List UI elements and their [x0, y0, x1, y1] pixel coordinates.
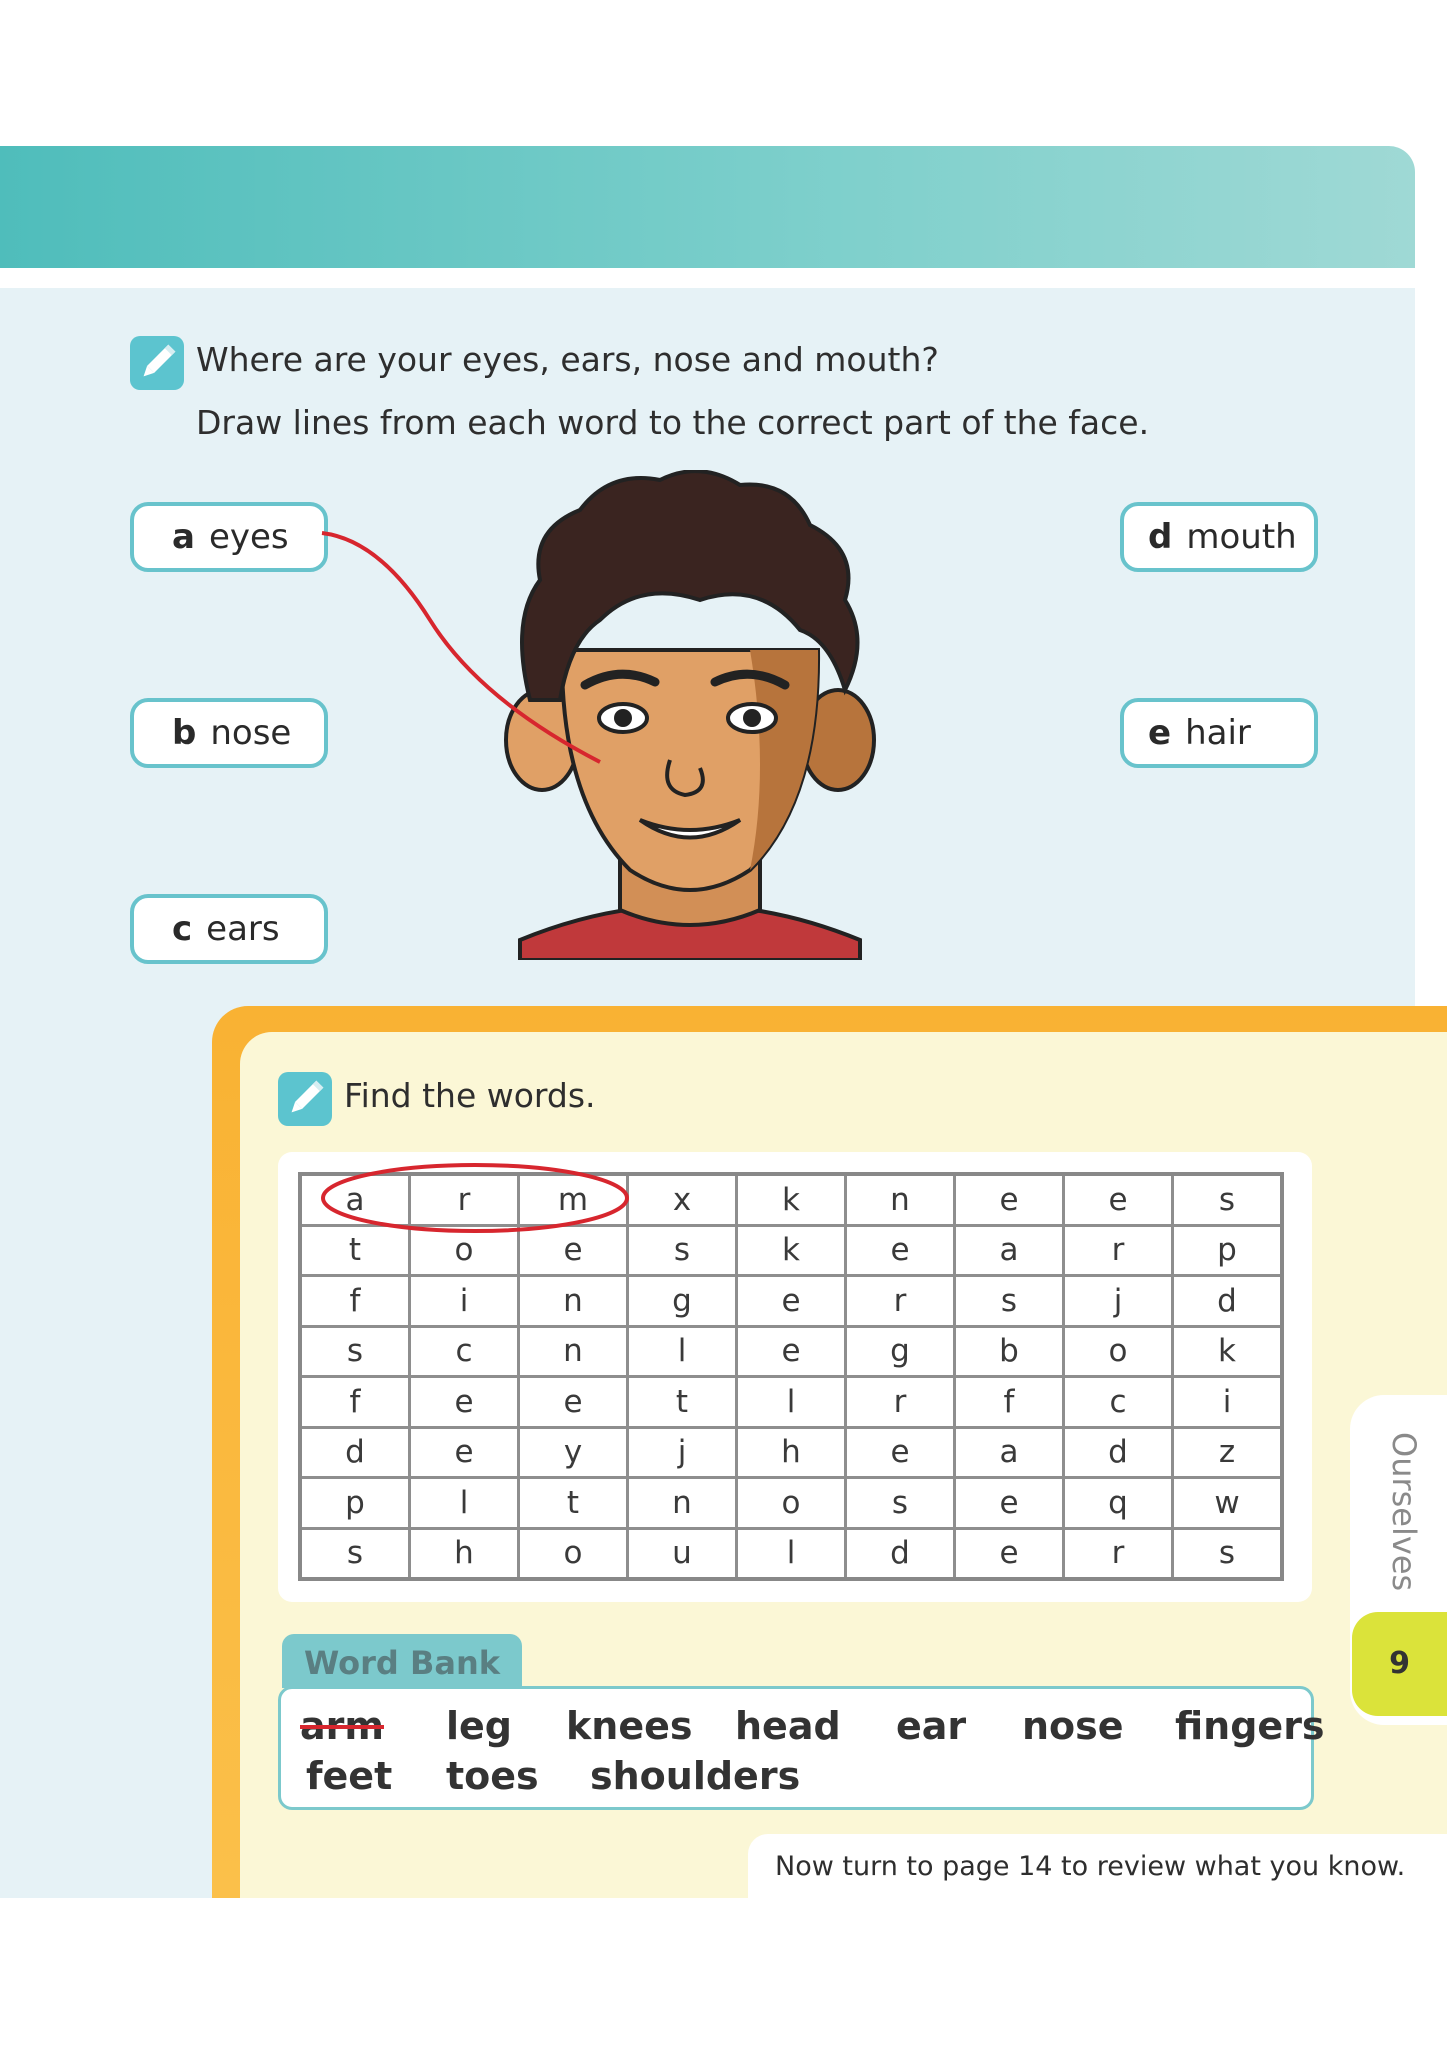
grid-cell[interactable]: g	[628, 1276, 737, 1327]
grid-cell[interactable]: r	[1064, 1225, 1173, 1276]
grid-cell[interactable]: s	[846, 1478, 955, 1529]
grid-cell[interactable]: r	[846, 1377, 955, 1428]
grid-cell[interactable]: o	[410, 1225, 519, 1276]
word-bank-word: head	[735, 1704, 841, 1748]
grid-cell[interactable]: t	[519, 1478, 628, 1529]
grid-cell[interactable]: s	[628, 1225, 737, 1276]
word-bank-word: knees	[566, 1704, 693, 1748]
word-bank-word: arm	[300, 1704, 384, 1748]
grid-cell[interactable]: t	[300, 1225, 410, 1276]
grid-cell[interactable]: a	[955, 1427, 1064, 1478]
grid-cell[interactable]: s	[1173, 1528, 1283, 1579]
grid-cell[interactable]: d	[1064, 1427, 1173, 1478]
grid-cell[interactable]: n	[846, 1174, 955, 1225]
grid-cell[interactable]: e	[955, 1174, 1064, 1225]
grid-cell[interactable]: r	[410, 1174, 519, 1225]
grid-cell[interactable]: o	[519, 1528, 628, 1579]
grid-cell[interactable]: f	[300, 1276, 410, 1327]
label-word: hair	[1185, 713, 1251, 753]
grid-row	[300, 1427, 1282, 1478]
label-word: mouth	[1186, 517, 1297, 557]
grid-cell[interactable]: f	[955, 1377, 1064, 1428]
label-word: eyes	[208, 517, 289, 557]
grid-cell[interactable]: o	[737, 1478, 846, 1529]
grid-cell[interactable]: i	[1173, 1377, 1283, 1428]
grid-cell[interactable]: d	[846, 1528, 955, 1579]
grid-cell[interactable]: e	[846, 1225, 955, 1276]
grid-cell[interactable]: e	[410, 1427, 519, 1478]
grid-cell[interactable]: e	[737, 1326, 846, 1377]
grid-cell[interactable]: s	[300, 1528, 410, 1579]
grid-cell[interactable]: h	[737, 1427, 846, 1478]
grid-cell[interactable]: x	[628, 1174, 737, 1225]
grid-cell[interactable]: s	[300, 1326, 410, 1377]
grid-cell[interactable]: n	[519, 1326, 628, 1377]
grid-cell[interactable]: l	[737, 1377, 846, 1428]
grid-cell[interactable]: p	[1173, 1225, 1283, 1276]
grid-cell[interactable]: e	[846, 1427, 955, 1478]
grid-cell[interactable]: u	[628, 1528, 737, 1579]
grid-row	[300, 1326, 1282, 1377]
grid-cell[interactable]: c	[410, 1326, 519, 1377]
grid-cell[interactable]: y	[519, 1427, 628, 1478]
side-tab-label: Ourselves	[1385, 1432, 1423, 1592]
footer-note: Now turn to page 14 to review what you know.	[775, 1851, 1406, 1882]
grid-cell[interactable]: m	[519, 1174, 628, 1225]
grid-cell[interactable]: p	[300, 1478, 410, 1529]
label-letter: e	[1148, 713, 1172, 753]
label-letter: c	[172, 909, 193, 949]
label-word: nose	[210, 713, 292, 753]
grid-cell[interactable]: k	[1173, 1326, 1283, 1377]
word-bank-word: nose	[1022, 1704, 1124, 1748]
grid-cell[interactable]: e	[519, 1377, 628, 1428]
word-bank-word: feet	[306, 1754, 393, 1798]
grid-row	[300, 1377, 1282, 1428]
grid-cell[interactable]: k	[737, 1174, 846, 1225]
grid-cell[interactable]: n	[519, 1276, 628, 1327]
grid-cell[interactable]: a	[300, 1174, 410, 1225]
grid-cell[interactable]: w	[1173, 1478, 1283, 1529]
grid-cell[interactable]: l	[628, 1326, 737, 1377]
grid-cell[interactable]: h	[410, 1528, 519, 1579]
grid-cell[interactable]: t	[628, 1377, 737, 1428]
label-letter: a	[172, 517, 195, 557]
grid-cell[interactable]: e	[410, 1377, 519, 1428]
word-bank-word: ear	[896, 1704, 967, 1748]
grid-cell[interactable]: e	[519, 1225, 628, 1276]
grid-cell[interactable]: d	[300, 1427, 410, 1478]
page-number: 9	[1352, 1612, 1447, 1716]
grid-cell[interactable]: k	[737, 1225, 846, 1276]
grid-row	[300, 1478, 1282, 1529]
grid-cell[interactable]: f	[300, 1377, 410, 1428]
word-bank-word: leg	[446, 1704, 512, 1748]
grid-cell[interactable]: z	[1173, 1427, 1283, 1478]
grid-cell[interactable]: o	[1064, 1326, 1173, 1377]
activity1-instruction-line1: Where are your eyes, ears, nose and mouth?	[196, 340, 939, 379]
label-word: ears	[206, 909, 280, 949]
grid-cell[interactable]: d	[1173, 1276, 1283, 1327]
activity2-instruction: Find the words.	[344, 1076, 596, 1115]
grid-cell[interactable]: l	[737, 1528, 846, 1579]
grid-cell[interactable]: s	[955, 1276, 1064, 1327]
grid-cell[interactable]: q	[1064, 1478, 1173, 1529]
label-letter: d	[1148, 517, 1173, 557]
grid-cell[interactable]: e	[1064, 1174, 1173, 1225]
grid-cell[interactable]: c	[1064, 1377, 1173, 1428]
label-letter: b	[172, 713, 197, 753]
grid-cell[interactable]: e	[955, 1478, 1064, 1529]
grid-cell[interactable]: j	[628, 1427, 737, 1478]
grid-cell[interactable]: s	[1173, 1174, 1283, 1225]
activity1-instruction-line2: Draw lines from each word to the correct part of the face.	[196, 403, 1150, 442]
grid-cell[interactable]: l	[410, 1478, 519, 1529]
grid-cell[interactable]: r	[846, 1276, 955, 1327]
grid-cell[interactable]: r	[1064, 1528, 1173, 1579]
word-bank-word: toes	[446, 1754, 539, 1798]
word-bank-word: shoulders	[590, 1754, 801, 1798]
grid-cell[interactable]: g	[846, 1326, 955, 1377]
grid-row	[300, 1528, 1282, 1579]
grid-cell[interactable]: e	[737, 1276, 846, 1327]
word-bank-title: Word Bank	[282, 1634, 522, 1688]
grid-cell[interactable]: n	[628, 1478, 737, 1529]
grid-cell[interactable]: b	[955, 1326, 1064, 1377]
grid-cell[interactable]: a	[955, 1225, 1064, 1276]
grid-cell[interactable]: j	[1064, 1276, 1173, 1327]
grid-cell[interactable]: i	[410, 1276, 519, 1327]
word-bank-word: fingers	[1175, 1704, 1325, 1748]
grid-cell[interactable]: e	[955, 1528, 1064, 1579]
